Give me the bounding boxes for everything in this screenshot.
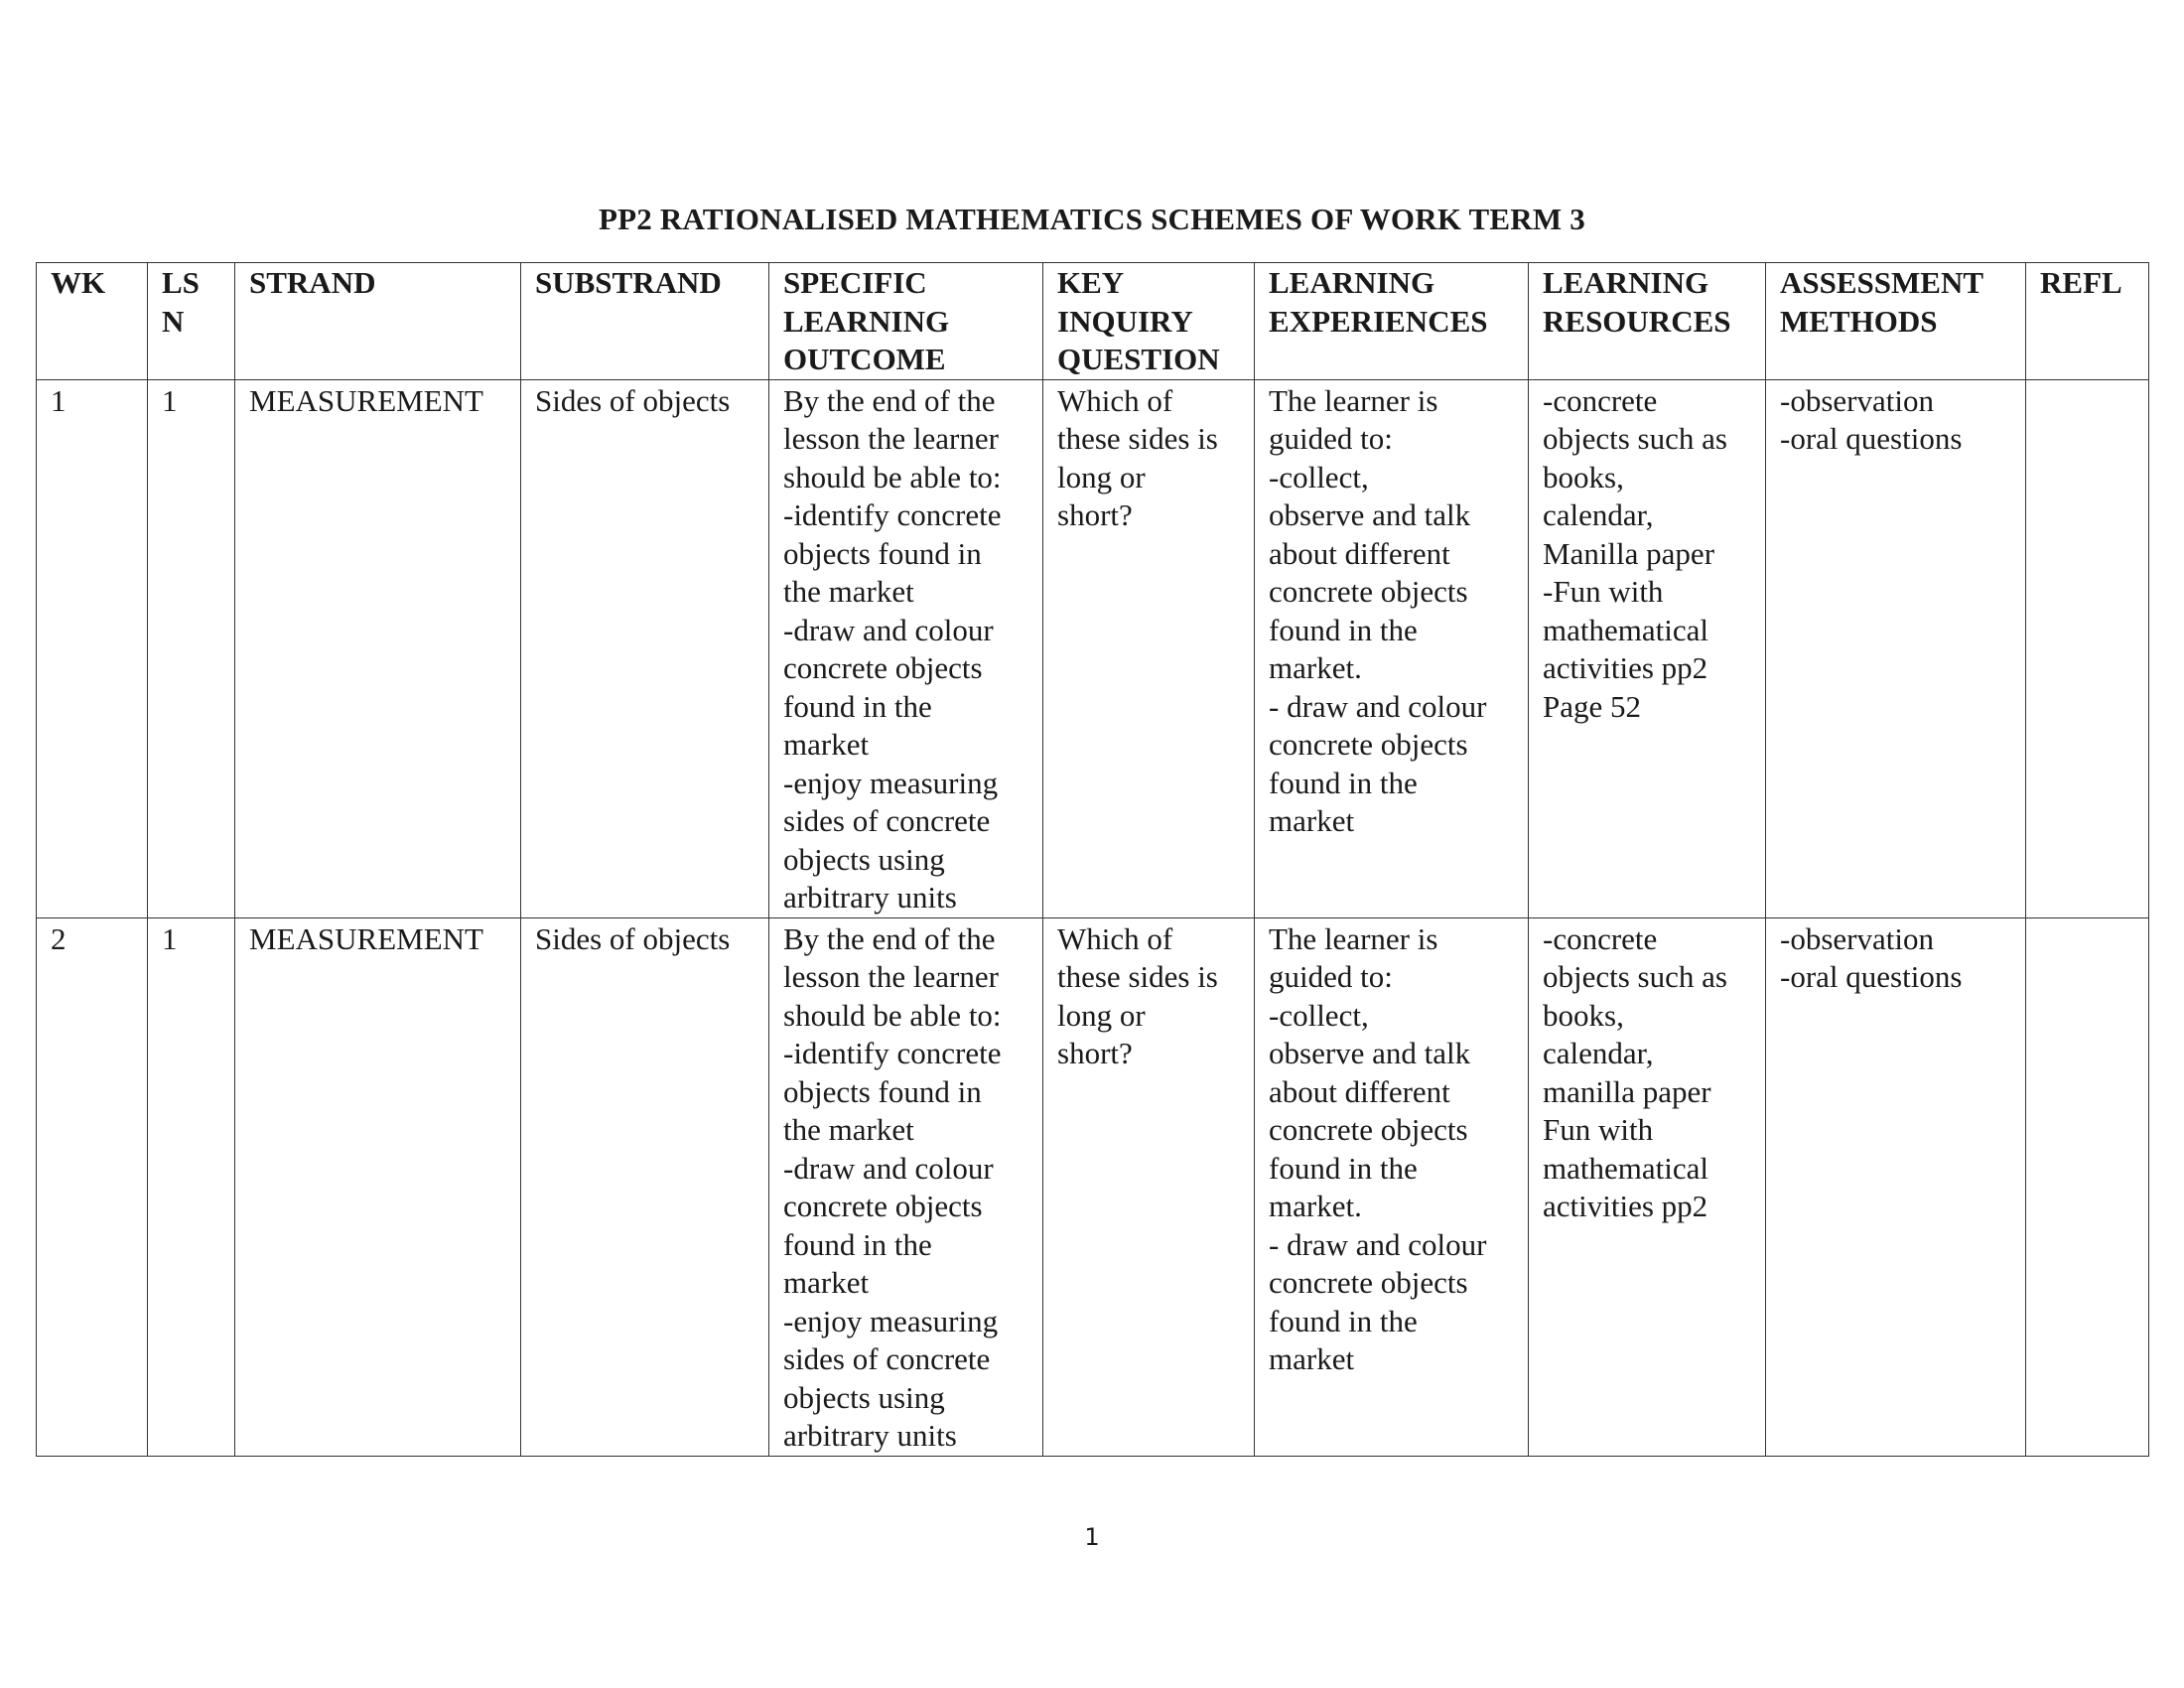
resources-cell-line: calendar, — [1543, 497, 1654, 532]
resources-cell-line: -concrete — [1543, 920, 1658, 956]
substrand-cell: Sides of objects — [521, 917, 769, 1456]
document-title: PP2 RATIONALISED MATHEMATICS SCHEMES OF WORK TERM 3 — [599, 202, 1585, 236]
lesson-cell: 1 — [148, 917, 235, 1456]
header-text-line: RESOURCES — [1543, 303, 1731, 339]
header-text-line: N — [162, 303, 185, 339]
experiences-cell-line: market. — [1269, 650, 1362, 685]
header-key-inquiry-question — [1043, 263, 1255, 380]
strand-cell: MEASUREMENT — [235, 379, 521, 917]
reflection-cell — [2026, 379, 2149, 917]
assessment-cell-line: -oral questions — [1780, 959, 1963, 994]
header-text-line: STRAND — [249, 265, 376, 300]
experiences-cell-line: market — [1269, 803, 1355, 838]
outcome-cell-line: arbitrary units — [783, 880, 957, 914]
assessment-cell-line: -observation — [1780, 382, 1934, 418]
table-row — [37, 379, 2149, 917]
inquiry-cell-line: long or — [1057, 459, 1146, 494]
header-learning-experiences — [1255, 263, 1529, 380]
outcome-cell-line: arbitrary units — [783, 1418, 957, 1453]
header-substrand — [521, 263, 769, 380]
header-lsn — [148, 263, 235, 380]
outcome-cell-line: -draw and colour — [783, 1150, 994, 1186]
header-learning-resources — [1529, 263, 1766, 380]
inquiry-cell-line: these sides is — [1057, 421, 1218, 456]
strand-cell: MEASUREMENT — [235, 917, 521, 1456]
outcome-cell-line: -enjoy measuring — [783, 1303, 999, 1338]
experiences-cell-line: concrete objects — [1269, 1112, 1468, 1147]
outcome-cell-line: objects found in — [783, 1073, 982, 1109]
resources-cell-line: manilla paper — [1543, 1073, 1711, 1109]
experiences-cell-line: guided to: — [1269, 421, 1393, 456]
inquiry-cell-line: Which of — [1057, 382, 1173, 418]
experiences-cell-line: observe and talk — [1269, 497, 1471, 532]
outcome-cell-line: found in the — [783, 1226, 932, 1262]
outcome-cell-line: objects using — [783, 1379, 945, 1415]
header-text-line: WK — [51, 265, 106, 300]
outcome-cell-line: sides of concrete — [783, 803, 991, 838]
inquiry-cell-line: these sides is — [1057, 959, 1218, 994]
header-reflection — [2026, 263, 2149, 380]
outcome-cell-line: concrete objects — [783, 650, 983, 685]
experiences-cell-line: found in the — [1269, 612, 1418, 647]
outcome-cell-line: the market — [783, 574, 914, 609]
header-assessment-methods — [1766, 263, 2026, 380]
header-text-line: LEARNING — [1543, 265, 1709, 300]
header-text-line: LEARNING — [783, 303, 950, 339]
outcome-cell-line: found in the — [783, 688, 932, 724]
resources-cell-line: mathematical — [1543, 612, 1708, 647]
outcome-cell-line: objects using — [783, 841, 945, 877]
assessment-cell-line: -observation — [1780, 920, 1934, 956]
outcome-cell-line: the market — [783, 1112, 914, 1147]
experiences-cell-line: concrete objects — [1269, 727, 1468, 762]
reflection-cell — [2026, 917, 2149, 1456]
experiences-cell-line: guided to: — [1269, 959, 1393, 994]
experiences-cell-line: found in the — [1269, 765, 1418, 800]
experiences-cell-line: market — [1269, 1341, 1355, 1376]
assessment-cell — [1766, 917, 2026, 1456]
header-text-line: INQUIRY — [1057, 303, 1193, 339]
resources-cell — [1529, 917, 1766, 1456]
experiences-cell — [1255, 379, 1529, 917]
substrand-cell: Sides of objects — [521, 379, 769, 917]
outcome-cell-line: sides of concrete — [783, 1341, 991, 1376]
resources-cell-line: objects such as — [1543, 959, 1727, 994]
inquiry-cell-line: Which of — [1057, 920, 1173, 956]
experiences-cell-line: - draw and colour — [1269, 688, 1487, 724]
header-text-line: OUTCOME — [783, 342, 946, 376]
experiences-cell — [1255, 917, 1529, 1456]
resources-cell-line: -Fun with — [1543, 574, 1664, 609]
header-text-line: EXPERIENCES — [1269, 303, 1488, 339]
header-text-line: LEARNING — [1269, 265, 1435, 300]
experiences-cell-line: about different — [1269, 535, 1450, 571]
header-text-line: SPECIFIC — [783, 265, 927, 300]
header-text-line: SUBSTRAND — [535, 265, 722, 300]
experiences-cell-line: -collect, — [1269, 459, 1369, 494]
inquiry-cell — [1043, 379, 1255, 917]
table-row — [37, 917, 2149, 1456]
outcome-cell — [769, 917, 1043, 1456]
experiences-cell-line: about different — [1269, 1073, 1450, 1109]
experiences-cell-line: concrete objects — [1269, 574, 1468, 609]
header-strand — [235, 263, 521, 380]
experiences-cell-line: found in the — [1269, 1303, 1418, 1338]
header-text-line: ASSESSMENT — [1780, 265, 1984, 300]
resources-cell-line: Fun with — [1543, 1112, 1654, 1147]
outcome-cell-line: should be able to: — [783, 997, 1002, 1033]
header-text-line: KEY — [1057, 265, 1125, 300]
resources-cell — [1529, 379, 1766, 917]
outcome-cell-line: By the end of the — [783, 920, 996, 956]
outcome-cell-line: -enjoy measuring — [783, 765, 999, 800]
inquiry-cell-line: short? — [1057, 1036, 1133, 1070]
week-cell: 1 — [37, 379, 148, 917]
outcome-cell-line: -identify concrete — [783, 1036, 1002, 1070]
outcome-cell — [769, 379, 1043, 917]
header-wk — [37, 263, 148, 380]
outcome-cell-line: -identify concrete — [783, 497, 1002, 532]
experiences-cell-line: - draw and colour — [1269, 1226, 1487, 1262]
inquiry-cell-line: long or — [1057, 997, 1146, 1033]
header-text-line: LS — [162, 265, 200, 300]
outcome-cell-line: objects found in — [783, 535, 982, 571]
experiences-cell-line: market. — [1269, 1189, 1362, 1223]
experiences-cell-line: concrete objects — [1269, 1265, 1468, 1300]
week-cell: 2 — [37, 917, 148, 1456]
table-header-row — [37, 263, 2149, 380]
page-number: 1 — [1084, 1523, 1100, 1551]
outcome-cell-line: should be able to: — [783, 459, 1002, 494]
outcome-cell-line: concrete objects — [783, 1189, 983, 1223]
resources-cell-line: books, — [1543, 459, 1624, 494]
experiences-cell-line: The learner is — [1269, 382, 1438, 418]
experiences-cell-line: observe and talk — [1269, 1036, 1471, 1070]
resources-cell-line: objects such as — [1543, 421, 1727, 456]
scheme-of-work-table — [36, 262, 2149, 1457]
resources-cell-line: books, — [1543, 997, 1624, 1033]
outcome-cell-line: By the end of the — [783, 382, 996, 418]
experiences-cell-line: -collect, — [1269, 997, 1369, 1033]
outcome-cell-line: lesson the learner — [783, 959, 999, 994]
header-text-line: QUESTION — [1057, 342, 1220, 376]
header-text-line: REFL — [2040, 265, 2122, 300]
resources-cell-line: mathematical — [1543, 1150, 1708, 1186]
lesson-cell: 1 — [148, 379, 235, 917]
resources-cell-line: -concrete — [1543, 382, 1658, 418]
assessment-cell-line: -oral questions — [1780, 421, 1963, 456]
resources-cell-line: activities pp2 — [1543, 650, 1708, 685]
resources-cell-line: Page 52 — [1543, 688, 1642, 724]
outcome-cell-line: -draw and colour — [783, 612, 994, 647]
assessment-cell — [1766, 379, 2026, 917]
header-specific-learning-outcome — [769, 263, 1043, 380]
resources-cell-line: activities pp2 — [1543, 1189, 1708, 1223]
table-body — [37, 379, 2149, 1456]
header-text-line: METHODS — [1780, 303, 1938, 339]
outcome-cell-line: market — [783, 1265, 870, 1300]
inquiry-cell — [1043, 917, 1255, 1456]
inquiry-cell-line: short? — [1057, 497, 1133, 532]
resources-cell-line: calendar, — [1543, 1036, 1654, 1070]
experiences-cell-line: The learner is — [1269, 920, 1438, 956]
experiences-cell-line: found in the — [1269, 1150, 1418, 1186]
outcome-cell-line: lesson the learner — [783, 421, 999, 456]
resources-cell-line: Manilla paper — [1543, 535, 1715, 571]
outcome-cell-line: market — [783, 727, 870, 762]
